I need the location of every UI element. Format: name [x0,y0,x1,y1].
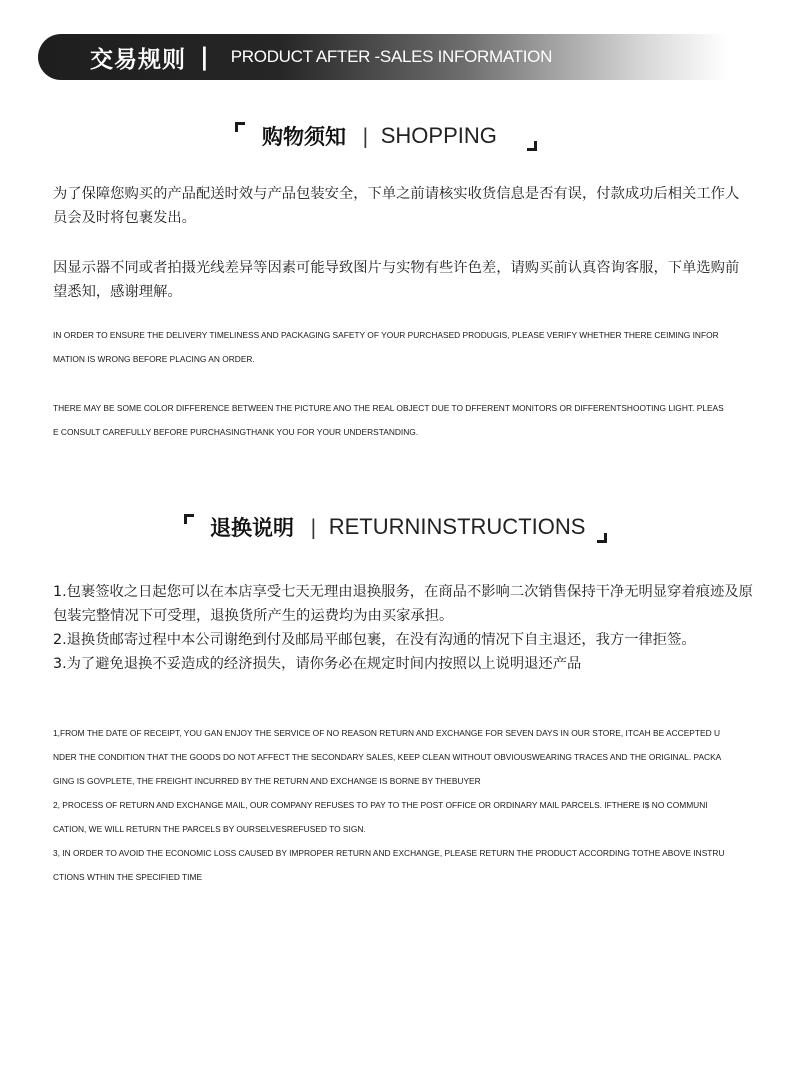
header-title-cn: 交易规则 [90,46,186,73]
returns-title-cn: 退换说明 [210,516,294,540]
shopping-paragraph-cn-1: 为了保障您购买的产品配送时效与产品包装安全，下单之前请核实收货信息是否有误，付款成功后相关工作人员会及时将包裹发出。 [53,186,740,226]
shopping-paragraph-cn-2: 因显示器不同或者拍摄光线差异等因素可能导致图片与实物有些许色差，请购买前认真咨询客服，下单选购前望悉知，感谢理解。 [53,260,740,300]
header-banner [38,34,728,80]
returns-item-cn: 1.包裹签收之日起您可以在本店享受七天无理由退换服务，在商品不影响二次销售保持干净无明显穿着痕迹及原包装完整情况下可受理，退换货所产生的运费均为由买家承担。 [53,584,753,624]
shopping-title-cn: 购物须知 [262,125,346,149]
shopping-paragraph-en-2: THERE MAY BE SOME COLOR DIFFERENCE BETWEEN THE PICTURE ANO THE REAL OBJECT DUE TO DFFERENT MONITORS OR DIFFERENTSHOOTING LIGHT. PLEASE CONSULT CAREFULLY BEFORE PURCHASINGTHANK YOU FOR YOUR UNDERSTANDING. [53,403,724,437]
header-separator: | [200,43,209,71]
corner-bracket-top-left-icon [184,514,194,524]
returns-item-cn: 3.为了避免退换不妥造成的经济损失，请你务必在规定时间内按照以上说明退还产品 [53,656,582,672]
returns-item-en: 3, IN ORDER TO AVOID THE ECONOMIC LOSS CAUSED BY IMPROPER RETURN AND EXCHANGE, PLEASE RETURN THE PRODUCT ACCORDING TOTHE ABOVE INSTRUCTIONS WTHIN THE SPECIFIED TIME [53,848,725,882]
returns-item-en: CATION, WE WILL RETURN THE PARCELS BY OURSELVESREFUSED TO SIGN. [53,824,366,834]
returns-title-en: RETURNINSTRUCTIONS [328,514,586,539]
returns-title-separator: | [310,515,317,539]
returns-item-en: 1,FROM THE DATE OF RECEIPT, YOU GAN ENJOY THE SERVICE OF NO REASON RETURN AND EXCHANGE FOR SEVEN DAYS IN OUR STORE, ITCAH BE ACCEPTED UNDER THE CONDITION THAT THE GOODS DO NOT AFFECT THE SECONDARY SALES, KEEP CLEAN WITHOUT OBVIOUSWEARING TRACES AND THE ORIGINAL. PACKAGING IS GOVPLETE, THE FREIGHT INCURRED BY THE RETURN AND EXCHANGE IS BORNE BY THEBUYER [53,728,722,786]
returns-item-en: 2, PROCESS OF RETURN AND EXCHANGE MAIL, OUR COMPANY REFUSES TO PAY TO THE POST OFFICE OR ORDINARY MAIL PARCELS. IFTHERE I$ NO COMMUNI [53,800,708,810]
corner-bracket-bottom-right-icon [597,533,607,543]
shopping-title-separator: | [362,124,369,148]
shopping-title-en: SHOPPING [380,123,497,148]
corner-bracket-top-left-icon [235,122,245,132]
returns-list-en [53,721,725,889]
returns-section-title [0,507,790,547]
header-title-en: PRODUCT AFTER -SALES INFORMATION [230,47,553,66]
corner-bracket-bottom-right-icon [527,141,537,151]
returns-list-cn [53,580,753,676]
shopping-section-title [0,116,790,156]
returns-item-cn: 2.退换货邮寄过程中本公司谢绝到付及邮局平邮包裹，在没有沟通的情况下自主退还，我方一律拒签。 [53,632,696,648]
shopping-paragraph-en-1: IN ORDER TO ENSURE THE DELIVERY TIMELINESS AND PACKAGING SAFETY OF YOUR PURCHASED PRODUGIS, PLEASE VERIFY WHETHER THERE CEIMING INFORMATION IS WRONG BEFORE PLACING AN ORDER. [53,330,719,364]
